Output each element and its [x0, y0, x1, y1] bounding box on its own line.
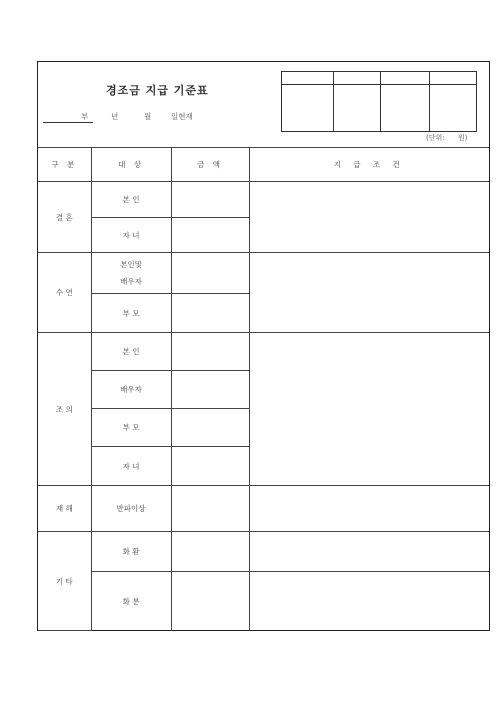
header-condition: 지 급 조 건: [249, 148, 489, 182]
dept-underline: [43, 122, 93, 123]
target-cell: 자 녀: [91, 218, 171, 253]
category-cell: 재 해: [38, 486, 91, 532]
table-row: [38, 333, 489, 371]
year-label: 년: [111, 112, 119, 121]
table-row: [38, 182, 489, 218]
category-cell: 결 혼: [38, 182, 91, 253]
unit-note: (단위: 원): [426, 134, 468, 142]
condition-cell[interactable]: [249, 572, 489, 631]
amount-cell[interactable]: [171, 218, 249, 253]
target-cell: 본 인: [91, 333, 171, 371]
amount-cell[interactable]: [171, 572, 249, 631]
amount-cell[interactable]: [171, 371, 249, 409]
benefit-table: [38, 147, 489, 631]
table-row: [38, 572, 489, 631]
amount-cell[interactable]: [171, 447, 249, 486]
header-amount: 금 액: [171, 148, 249, 182]
category-cell: 조 의: [38, 333, 91, 486]
table-row: [38, 486, 489, 532]
document-title: 경조금 지급 기준표: [106, 84, 209, 97]
header-category: 구 분: [38, 148, 91, 182]
target-cell: 부 모: [91, 409, 171, 447]
target-cell: 부 모: [91, 294, 171, 333]
target-cell: 자 녀: [91, 447, 171, 486]
amount-cell[interactable]: [171, 294, 249, 333]
category-cell: 기 타: [38, 532, 91, 631]
amount-cell[interactable]: [171, 333, 249, 371]
amount-cell[interactable]: [171, 253, 249, 294]
approval-box: [281, 71, 477, 132]
header-target: 대 상: [91, 148, 171, 182]
as-of-label: 일현재: [171, 112, 193, 121]
target-cell: 화 분: [91, 572, 171, 631]
target-cell: 배우자: [91, 371, 171, 409]
approval-sign-cell: [282, 85, 334, 132]
category-cell: 수 연: [38, 253, 91, 333]
condition-cell[interactable]: [249, 486, 489, 532]
amount-cell[interactable]: [171, 486, 249, 532]
date-line: [43, 111, 193, 125]
approval-sign-cell: [381, 85, 430, 132]
month-label: 월: [144, 112, 152, 121]
target-cell: 본 인: [91, 182, 171, 218]
table-header-row: [38, 148, 489, 182]
target-cell: 반파이상: [91, 486, 171, 532]
amount-cell[interactable]: [171, 182, 249, 218]
target-cell: 화 환: [91, 532, 171, 572]
condition-cell[interactable]: [249, 333, 489, 486]
condition-cell[interactable]: [249, 532, 489, 572]
approval-sign-cell: [430, 85, 477, 132]
approval-header-cell: [333, 72, 381, 85]
condition-cell[interactable]: [249, 182, 489, 253]
approval-header-cell: [381, 72, 430, 85]
table-row: [38, 532, 489, 572]
amount-cell[interactable]: [171, 409, 249, 447]
approval-header-cell: [282, 72, 334, 85]
approval-sign-cell: [333, 85, 381, 132]
table-row: [38, 253, 489, 294]
target-cell: 본인및 배우자: [91, 253, 171, 294]
amount-cell[interactable]: [171, 532, 249, 572]
dept-label: 부: [81, 112, 89, 121]
condition-cell[interactable]: [249, 253, 489, 333]
approval-header-cell: [430, 72, 477, 85]
